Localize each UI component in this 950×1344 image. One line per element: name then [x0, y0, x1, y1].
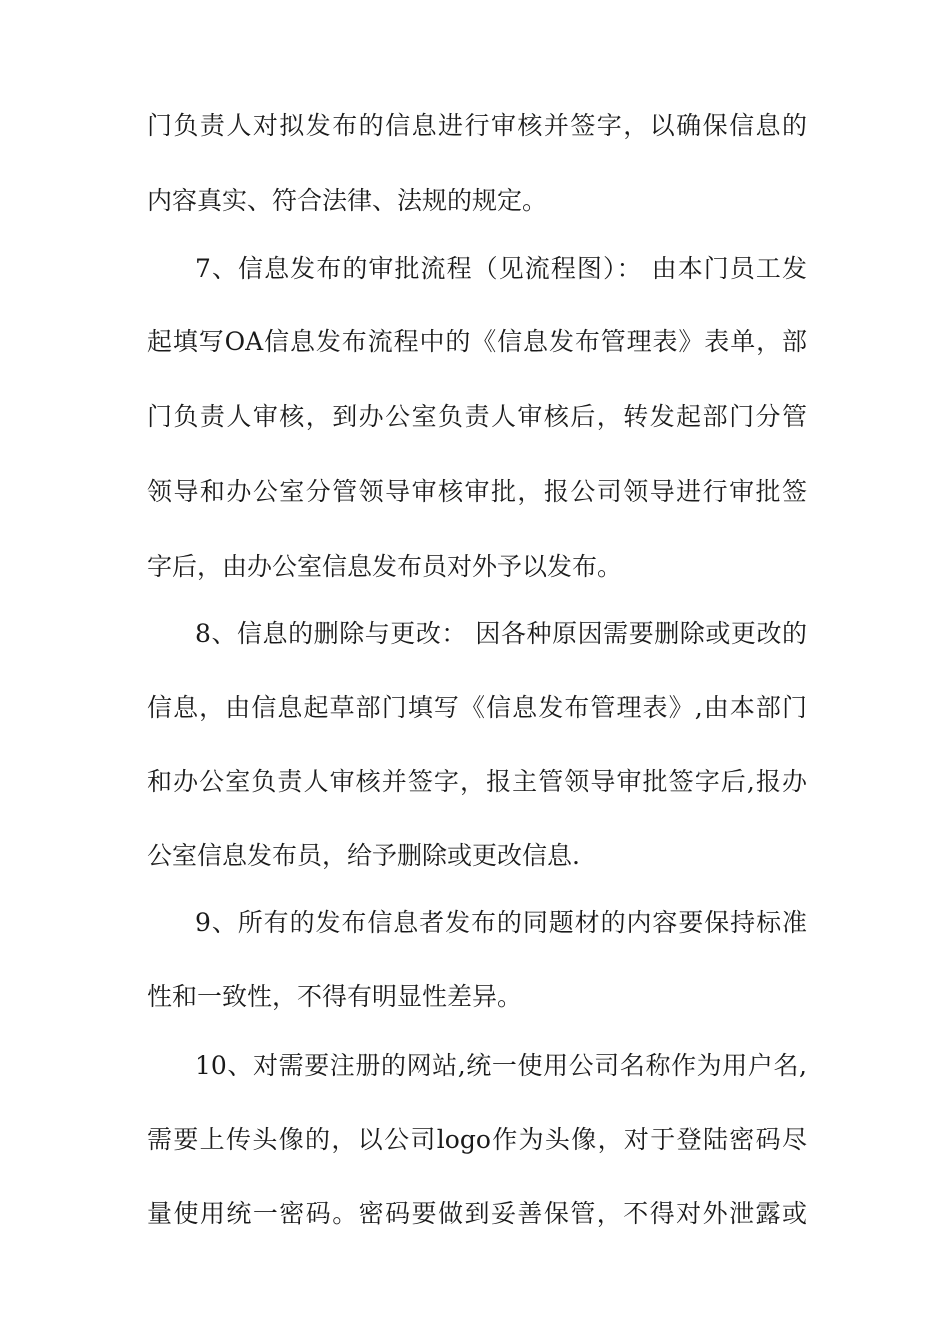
paragraph-10-start: 10、对需要注册的网站,统一使用公司名称作为用户名,	[195, 1051, 807, 1080]
text-line-13: 性和一致性，不得有明显性差异。	[147, 982, 523, 1011]
text-line-16: 量使用统一密码。密码要做到妥善保管，不得对外泄露或	[147, 1199, 807, 1228]
text-line-7: 字后，由办公室信息发布员对外予以发布。	[147, 552, 623, 581]
text-line-11: 公室信息发布员，给予删除或更改信息.	[147, 841, 580, 870]
text-line-6: 领导和办公室分管领导审核审批，报公司领导进行审批签	[147, 477, 807, 506]
text-line-15: 需要上传头像的，以公司logo作为头像，对于登陆密码尽	[147, 1125, 807, 1154]
text-line-4: 起填写OA信息发布流程中的《信息发布管理表》表单，部	[147, 327, 807, 356]
paragraph-7-start: 7、信息发布的审批流程（见流程图）： 由本门员工发	[195, 254, 807, 283]
text-line-5: 门负责人审核，到办公室负责人审核后，转发起部门分管	[147, 402, 807, 431]
text-line-1: 门负责人对拟发布的信息进行审核并签字，以确保信息的	[147, 111, 807, 140]
paragraph-8-start: 8、信息的删除与更改： 因各种原因需要删除或更改的	[195, 619, 807, 648]
paragraph-9-start: 9、所有的发布信息者发布的同题材的内容要保持标准	[195, 908, 807, 937]
text-line-10: 和办公室负责人审核并签字，报主管领导审批签字后,报办	[147, 767, 807, 796]
text-line-9: 信息，由信息起草部门填写《信息发布管理表》,由本部门	[147, 693, 807, 722]
text-line-2: 内容真实、符合法律、法规的规定。	[147, 186, 548, 215]
